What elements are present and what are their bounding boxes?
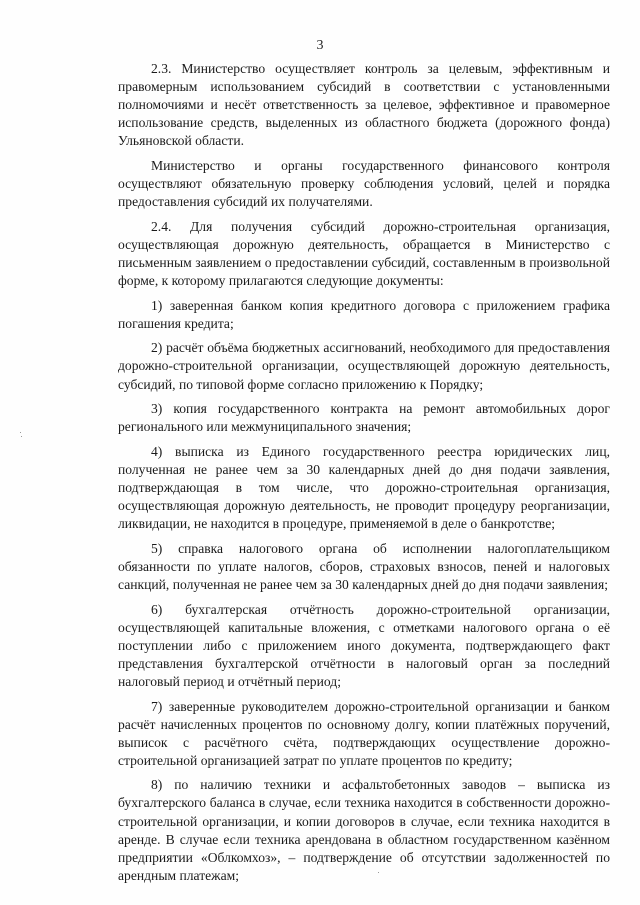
- list-item-3: 3) копия государственного контракта на ремонт автомобильных дорог регионального или межмуниципального значения;: [118, 401, 610, 435]
- list-item-2: 2) расчёт объёма бюджетных ассигнований, необходимого для предоставления дорожно-строительной организации, осуществляющей дорожную деятельность, субсидий, по типовой форме согласно приложению к Порядку;: [118, 340, 610, 392]
- list-item-4: 4) выписка из Единого государственного реестра юридических лиц, полученная не ранее чем за 30 календарных дней до дня подачи заявления, подтверждающая в том числе, что дорожно-строительная организация, осуществляющая дорожную деятельность, не проводит процедуру реорганизации, ликвидации, не находится в процедуре, применяемой в деле о банкротстве;: [118, 443, 610, 532]
- paragraph-2-3: 2.3. Министерство осуществляет контроль за целевым, эффективным и правомерным использованием субсидий в соответствии с установленными полномочиями и несёт ответственность за целевое, эффективное и правомерное использование средств, выделенных из областного бюджета (дорожного фонда) Ульяновской области.: [118, 61, 610, 149]
- list-item-7: 7) заверенные руководителем дорожно-строительной организации и банком расчёт начисленных процентов по основному долгу, копии платёжных поручений, выписок с расчётного счёта, подтверждающих осуществление дорожно-строительной организацией затрат по уплате процентов по кредиту;: [118, 698, 610, 768]
- scan-speck: [20, 432, 21, 433]
- scan-speck: [21, 436, 22, 437]
- paragraph-control-bodies: Министерство и органы государственного финансового контроля осуществляют обязательную проверку соблюдения условий, целей и порядка предоставления субсидий их получателями.: [118, 157, 610, 210]
- document-body: [118, 60, 610, 891]
- paragraph-2-4: 2.4. Для получения субсидий дорожно-строительная организация, осуществляющая дорожную деятельность, обращается в Министерство с письменным заявлением о предоставлении субсидий, составленным в произвольной форме, к которому прилагаются следующие документы:: [118, 218, 610, 289]
- list-item-6: 6) бухгалтерская отчётность дорожно-строительной организации, осуществляющей капитальные вложения, с отметками налогового органа о её поступлении либо с приложением иного документа, подтверждающего факт представления бухгалтерской отчётности в налоговый орган за последний налоговый период и отчётный период;: [118, 601, 610, 689]
- list-item-1: 1) заверенная банком копия кредитного договора с приложением графика погашения кредита;: [118, 297, 610, 331]
- page-number: 3: [316, 38, 324, 53]
- list-item-5: 5) справка налогового органа об исполнении налогоплательщиком обязанности по уплате налогов, сборов, страховых взносов, пеней и налоговых санкций, полученная не ранее чем за 30 календарных дней до дня подачи заявления;: [118, 540, 610, 592]
- scan-speck: [378, 872, 379, 873]
- list-item-8: 8) по наличию техники и асфальтобетонных заводов – выписка из бухгалтерского баланса в случае, если техника находится в собственности дорожно-строительной организации, и копии договоров в случае, если техника находится в аренде. В случае если техника арендована в областном государственном казённом предприятии «Облкомхоз», – подтверждение об отсутствии задолженностей по арендным платежам;: [118, 777, 610, 883]
